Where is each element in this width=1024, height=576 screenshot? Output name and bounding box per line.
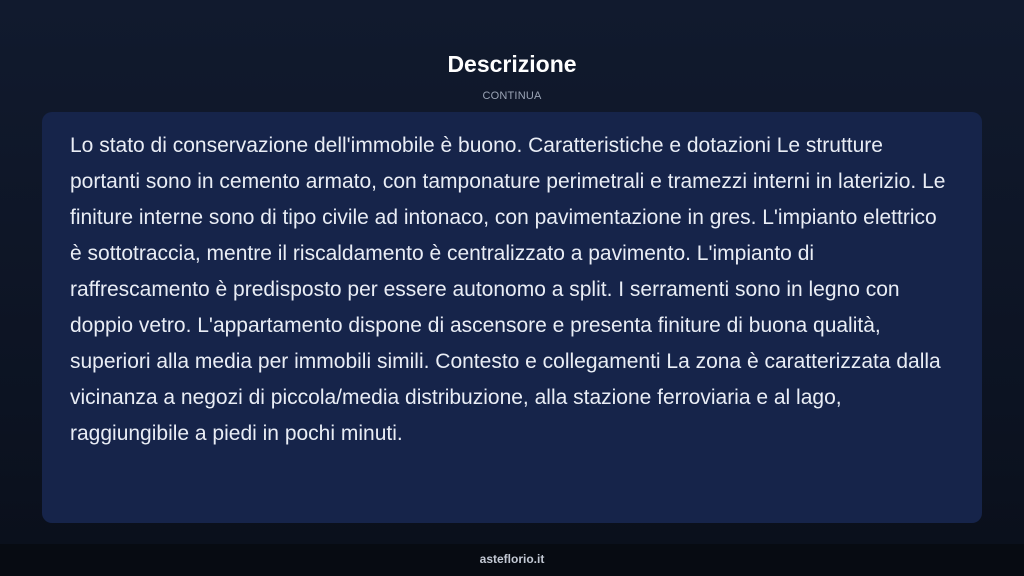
footer-site-label: asteflorio.it xyxy=(479,552,545,566)
page-title: Descrizione xyxy=(447,51,577,77)
description-text: Lo stato di conservazione dell'immobile è buono. Caratteristiche e dotazioni Le strutture portanti sono in cemento armato, con tamponature perimetrali e tramezzi interni in laterizio. Le finiture interne sono di tipo civile ad intonaco, con pavimentazione in gres. L'impianto elettrico è sottotraccia, mentre il riscaldamento è centralizzato a pavimento. L'impianto di raffrescamento è predisposto per essere autonomo a split. I serramenti sono in legno con doppio vetro. L'appartamento dispone di ascensore e presenta finiture di buona qualità, superiori alla media per immobili simili. Contesto e collegamenti La zona è caratterizzata dalla vicinanza a negozi di piccola/media distribuzione, alla stazione ferroviaria e al lago, raggiungibile a piedi in pochi minuti. xyxy=(70,134,946,445)
continue-label: CONTINUA xyxy=(482,90,542,102)
footer-bar xyxy=(0,544,1024,576)
description-card xyxy=(42,112,982,523)
